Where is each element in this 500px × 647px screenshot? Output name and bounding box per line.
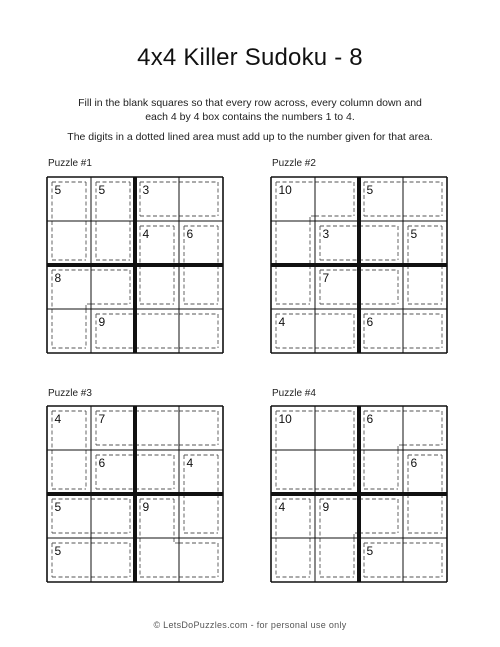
- cage-sum: 5: [54, 500, 62, 514]
- puzzle-label: Puzzle #3: [48, 388, 92, 399]
- cage-sum: 5: [98, 183, 106, 197]
- sudoku-cell[interactable]: [359, 221, 403, 265]
- cage-sum: 6: [366, 315, 374, 329]
- cage-sum: 6: [98, 456, 106, 470]
- sudoku-cell[interactable]: [179, 177, 223, 221]
- instruction-line: Fill in the blank squares so that every row across, every column down and: [78, 97, 422, 109]
- sudoku-cell[interactable]: [271, 265, 315, 309]
- sudoku-cell[interactable]: [179, 538, 223, 582]
- sudoku-cell[interactable]: [403, 177, 447, 221]
- cage-sum: 4: [186, 456, 194, 470]
- sudoku-cell[interactable]: [271, 221, 315, 265]
- instructions-rules: [0, 96, 500, 124]
- sudoku-cell[interactable]: [179, 309, 223, 353]
- cage-sum: 9: [142, 500, 150, 514]
- sudoku-cell[interactable]: [315, 450, 359, 494]
- cage-sum: 7: [322, 271, 330, 285]
- cage-sum: 9: [322, 500, 330, 514]
- instructions-cages: The digits in a dotted lined area must add up to the number given for that area.: [67, 131, 433, 143]
- cage-sum: 5: [410, 227, 418, 241]
- puzzle-label: Puzzle #4: [272, 388, 316, 399]
- sudoku-cell[interactable]: [91, 494, 135, 538]
- sudoku-cell[interactable]: [135, 406, 179, 450]
- puzzle-label: Puzzle #1: [48, 158, 92, 169]
- sudoku-cell[interactable]: [403, 265, 447, 309]
- cage-sum: 7: [98, 412, 106, 426]
- sudoku-grid: [271, 406, 447, 582]
- cage-sum: 5: [366, 544, 374, 558]
- cage-sum: 6: [410, 456, 418, 470]
- cage-sum: 3: [322, 227, 330, 241]
- cage-sum: 4: [142, 227, 150, 241]
- sudoku-grid: [271, 177, 447, 353]
- puzzle-grid-4[interactable]: [271, 406, 447, 582]
- cage-sum: 5: [54, 183, 62, 197]
- cage-sum: 6: [186, 227, 194, 241]
- sudoku-grid: [47, 177, 223, 353]
- sudoku-grid: [47, 406, 223, 582]
- sudoku-cell[interactable]: [315, 309, 359, 353]
- cage-sum: 5: [54, 544, 62, 558]
- sudoku-cell[interactable]: [135, 265, 179, 309]
- cage-sum: 6: [366, 412, 374, 426]
- cage-sum: 9: [98, 315, 106, 329]
- cage-sum: 3: [142, 183, 150, 197]
- sudoku-cell[interactable]: [359, 265, 403, 309]
- cage-sum: 10: [278, 183, 292, 197]
- instruction-line: each 4 by 4 box contains the numbers 1 to 4.: [145, 111, 355, 123]
- puzzle-label: Puzzle #2: [272, 158, 316, 169]
- sudoku-cell[interactable]: [179, 406, 223, 450]
- sudoku-cell[interactable]: [47, 309, 91, 353]
- sudoku-cell[interactable]: [403, 494, 447, 538]
- puzzle-grid-3[interactable]: [47, 406, 223, 582]
- cage-sum: 10: [278, 412, 292, 426]
- sudoku-cell[interactable]: [359, 494, 403, 538]
- cage-sum: 5: [366, 183, 374, 197]
- sudoku-cell[interactable]: [403, 309, 447, 353]
- sudoku-cell[interactable]: [315, 406, 359, 450]
- sudoku-cell[interactable]: [91, 221, 135, 265]
- cage-sum: 4: [54, 412, 62, 426]
- sudoku-cell[interactable]: [47, 221, 91, 265]
- sudoku-cell[interactable]: [315, 538, 359, 582]
- cage-sum: 4: [278, 315, 286, 329]
- sudoku-cell[interactable]: [403, 406, 447, 450]
- sudoku-cell[interactable]: [91, 538, 135, 582]
- puzzle-grid-1[interactable]: [47, 177, 223, 353]
- sudoku-cell[interactable]: [47, 450, 91, 494]
- page-title: 4x4 Killer Sudoku - 8: [137, 44, 363, 71]
- cage-sum: 4: [278, 500, 286, 514]
- sudoku-cell[interactable]: [135, 538, 179, 582]
- sudoku-cell[interactable]: [179, 494, 223, 538]
- sudoku-cell[interactable]: [91, 265, 135, 309]
- puzzle-grid-2[interactable]: [271, 177, 447, 353]
- sudoku-cell[interactable]: [179, 265, 223, 309]
- sudoku-cell[interactable]: [271, 538, 315, 582]
- sudoku-cell[interactable]: [403, 538, 447, 582]
- sudoku-cell[interactable]: [135, 309, 179, 353]
- sudoku-cell[interactable]: [315, 177, 359, 221]
- footer-copyright: © LetsDoPuzzles.com - for personal use only: [153, 620, 347, 630]
- sudoku-cell[interactable]: [271, 450, 315, 494]
- sudoku-cell[interactable]: [135, 450, 179, 494]
- sudoku-cell[interactable]: [359, 450, 403, 494]
- cage-sum: 8: [54, 271, 62, 285]
